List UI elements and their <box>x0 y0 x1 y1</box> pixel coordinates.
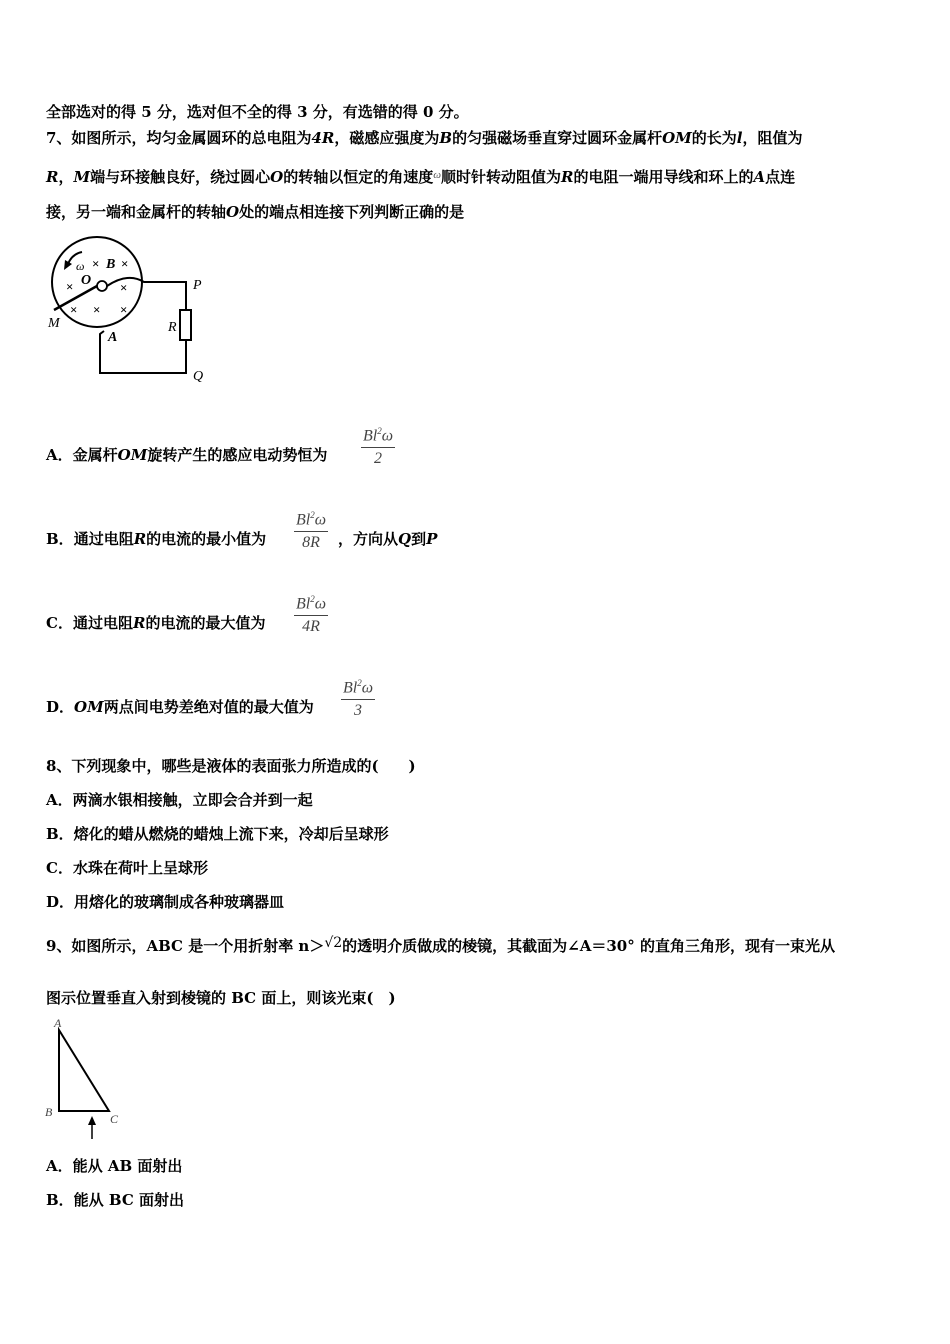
intro-line: 全部选对的得 5 分，选对但不全的得 3 分，有选错的得 0 分。 <box>46 103 469 121</box>
q8-option-d: D．用熔化的玻璃制成各种玻璃器皿 <box>46 893 285 911</box>
label-r: R <box>168 320 177 335</box>
q7-option-c: C．通过电阻R的电流的最大值为 <box>46 614 266 632</box>
label-omega: ω <box>76 259 85 273</box>
q7-option-b: B．通过电阻R的电流的最小值为 <box>46 530 267 548</box>
q9-prism-figure <box>40 1015 140 1145</box>
prism-triangle <box>59 1030 109 1111</box>
svg-text:×: × <box>70 302 78 317</box>
label-prism-b: B <box>45 1105 53 1119</box>
q8-stem: 8、下列现象中，哪些是液体的表面张力所造成的( ) <box>46 757 416 775</box>
label-p: P <box>193 278 202 293</box>
svg-text:×: × <box>120 280 128 295</box>
q9-option-a: A．能从 AB 面射出 <box>46 1157 183 1175</box>
light-beam-arrowhead <box>88 1116 96 1125</box>
svg-text:×: × <box>66 279 74 294</box>
q7-option-a-fraction: Bl$^2$ω 2 <box>363 426 394 468</box>
q7-circuit-figure <box>40 232 220 387</box>
sqrt-two: √2 <box>324 935 343 951</box>
q7-stem-line1: 7、如图所示，均匀金属圆环的总电阻为4R，磁感应强度为B的匀强磁场垂直穿过圆环金属杆OM的长为l，阻值为 <box>46 129 803 147</box>
svg-text:×: × <box>92 256 100 271</box>
q9-stem-line1: 9、如图所示，ABC 是一个用折射率 n＞√2的透明介质做成的棱镜，其截面为∠A＝30° 的直角三角形，现有一束光从 <box>46 935 835 955</box>
label-m: M <box>48 316 60 331</box>
resistor-r <box>180 310 191 340</box>
q8-option-b: B．熔化的蜡从燃烧的蜡烛上流下来，冷却后呈球形 <box>46 825 389 843</box>
q7-option-b-direction: ，方向从Q到P <box>338 530 438 548</box>
label-o: O <box>81 273 92 288</box>
svg-text:×: × <box>93 302 101 317</box>
q7-option-b-fraction: Bl$^2$ω 8R <box>296 510 327 552</box>
label-prism-c: C <box>110 1112 119 1126</box>
svg-text:×: × <box>120 302 128 317</box>
q7-option-a: A．金属杆OM旋转产生的感应电动势恒为 <box>46 446 328 464</box>
label-prism-a: A <box>54 1016 62 1030</box>
q7-option-d-fraction: Bl$^2$ω 3 <box>343 678 374 720</box>
q7-stem-line3: 接，另一端和金属杆的转轴O处的端点相连接下列判断正确的是 <box>46 203 465 221</box>
q7-stem-line2: R，M端与环接触良好，绕过圆心O的转轴以恒定的角速度$^\omega$顺时针转动阻值为R的电阻一端用导线和环上的A点连 <box>46 168 796 186</box>
q8-option-a: A．两滴水银相接触，立即会合并到一起 <box>46 791 313 809</box>
q9-stem-line2: 图示位置垂直入射到棱镜的 BC 面上，则该光束( ) <box>46 989 396 1007</box>
label-b: B <box>106 257 116 272</box>
svg-text:×: × <box>121 256 129 271</box>
q8-option-c: C．水珠在荷叶上呈球形 <box>46 859 208 877</box>
q7-option-c-fraction: Bl$^2$ω 4R <box>296 594 327 636</box>
q9-option-b: B．能从 BC 面射出 <box>46 1191 185 1209</box>
wire-top <box>107 278 186 310</box>
label-a: A <box>108 330 118 345</box>
axle-o <box>97 281 107 291</box>
q7-option-d: D．OM两点间电势差绝对值的最大值为 <box>46 698 314 716</box>
label-q: Q <box>193 369 204 384</box>
